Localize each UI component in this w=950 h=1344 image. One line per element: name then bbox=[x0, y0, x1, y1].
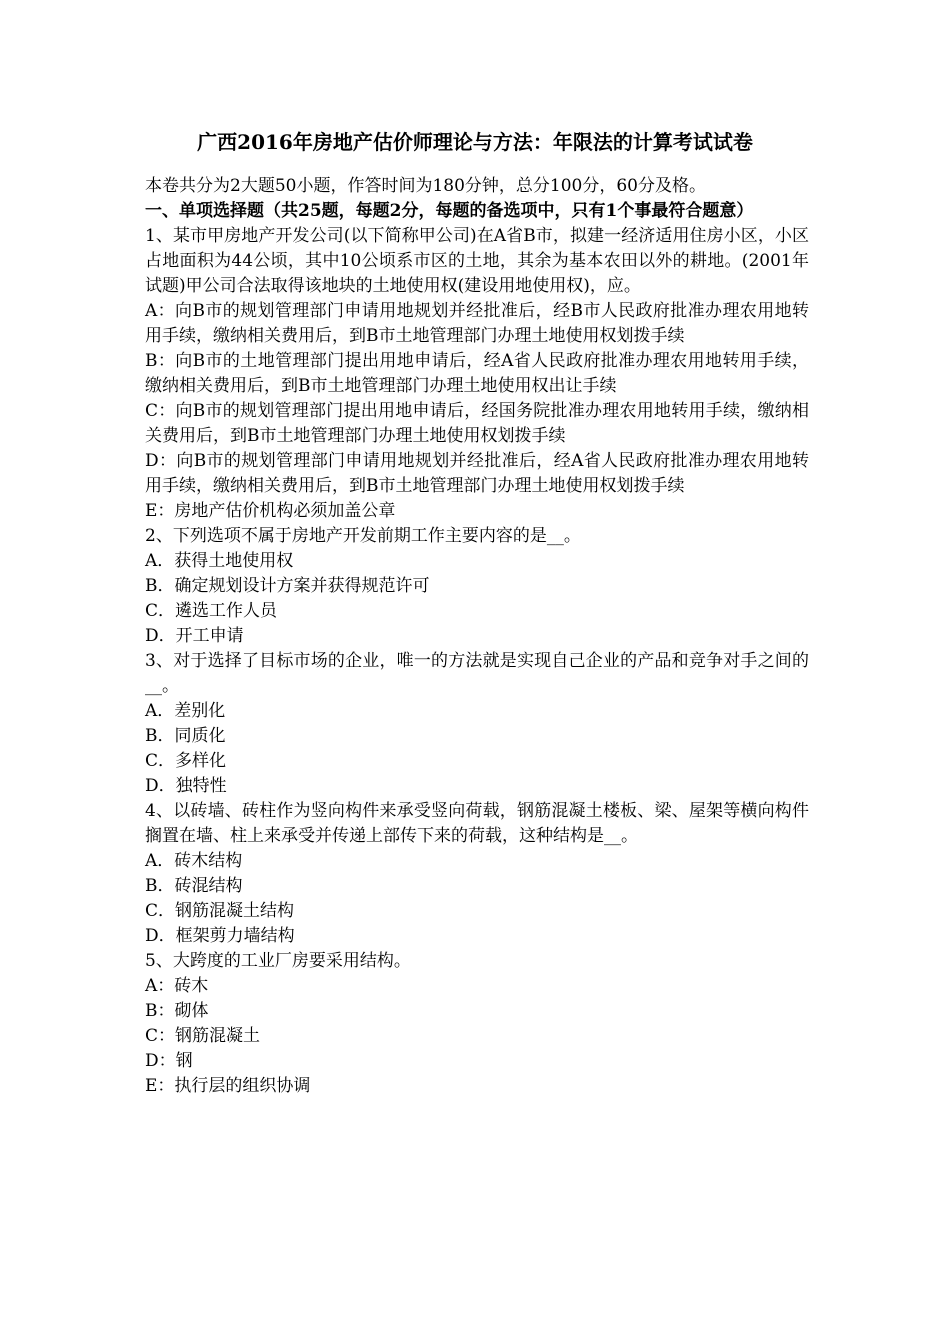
exam-intro: 本卷共分为2大题50小题，作答时间为180分钟，总分100分，60分及格。 bbox=[145, 176, 706, 196]
option-d: D：钢 bbox=[145, 1051, 193, 1071]
option-b: B：向B市的土地管理部门提出用地申请后，经A省人民政府批准办理农用地转用手续，缴纳相关费用后，到B市土地管理部门办理土地使用权出让手续 bbox=[145, 351, 809, 396]
option-a: A．差别化 bbox=[145, 701, 226, 721]
question-stem: 2、下列选项不属于房地产开发前期工作主要内容的是__。 bbox=[145, 526, 581, 546]
option-e: E：房地产估价机构必须加盖公章 bbox=[145, 501, 396, 521]
option-a: A．砖木结构 bbox=[145, 851, 243, 871]
option-b: B．确定规划设计方案并获得规范许可 bbox=[145, 576, 430, 596]
document-body bbox=[145, 174, 809, 1099]
question-stem: 4、以砖墙、砖柱作为竖向构件来承受竖向荷载，钢筋混凝土楼板、梁、屋架等横向构件搁置在墙、柱上来承受并传递上部传下来的荷载，这种结构是__。 bbox=[145, 801, 809, 846]
document-title: 广西2016年房地产估价师理论与方法：年限法的计算考试试卷 bbox=[197, 130, 753, 154]
option-c: C：钢筋混凝土 bbox=[145, 1026, 261, 1046]
option-c: C．多样化 bbox=[145, 751, 227, 771]
option-d: D．框架剪力墙结构 bbox=[145, 926, 295, 946]
option-a: A：砖木 bbox=[145, 976, 209, 996]
option-a: A：向B市的规划管理部门申请用地规划并经批准后，经B市人民政府批准办理农用地转用手续，缴纳相关费用后，到B市土地管理部门办理土地使用权划拨手续 bbox=[145, 301, 809, 346]
option-c: C．钢筋混凝土结构 bbox=[145, 901, 295, 921]
option-b: B．同质化 bbox=[145, 726, 226, 746]
option-c: C．遴选工作人员 bbox=[145, 601, 278, 621]
question-2 bbox=[145, 524, 809, 649]
option-b: B．砖混结构 bbox=[145, 876, 243, 896]
option-d: D．开工申请 bbox=[145, 626, 244, 646]
option-b: B：砌体 bbox=[145, 1001, 209, 1021]
option-a: A．获得土地使用权 bbox=[145, 551, 294, 571]
option-d: D：向B市的规划管理部门申请用地规划并经批准后，经A省人民政府批准办理农用地转用手续，缴纳相关费用后，到B市土地管理部门办理土地使用权划拨手续 bbox=[145, 451, 809, 496]
option-d: D．独特性 bbox=[145, 776, 227, 796]
question-stem: 3、对于选择了目标市场的企业，唯一的方法就是实现自己企业的产品和竞争对手之间的__。 bbox=[145, 651, 809, 696]
option-c: C：向B市的规划管理部门提出用地申请后，经国务院批准办理农用地转用手续，缴纳相关费用后，到B市土地管理部门办理土地使用权划拨手续 bbox=[145, 401, 809, 446]
question-stem: 1、某市甲房地产开发公司(以下简称甲公司)在A省B市，拟建一经济适用住房小区，小区占地面积为44公顷，其中10公顷系市区的土地，其余为基本农田以外的耕地。(2001年试题)甲公司合法取得该地块的土地使用权(建设用地使用权)，应。 bbox=[145, 226, 809, 296]
question-4 bbox=[145, 799, 809, 949]
question-1 bbox=[145, 224, 809, 524]
question-3 bbox=[145, 649, 809, 799]
section-heading: 一、单项选择题（共25题，每题2分，每题的备选项中，只有1个事最符合题意） bbox=[145, 201, 754, 221]
question-5 bbox=[145, 949, 809, 1099]
question-stem: 5、大跨度的工业厂房要采用结构。 bbox=[145, 951, 411, 971]
option-e: E：执行层的组织协调 bbox=[145, 1076, 311, 1096]
